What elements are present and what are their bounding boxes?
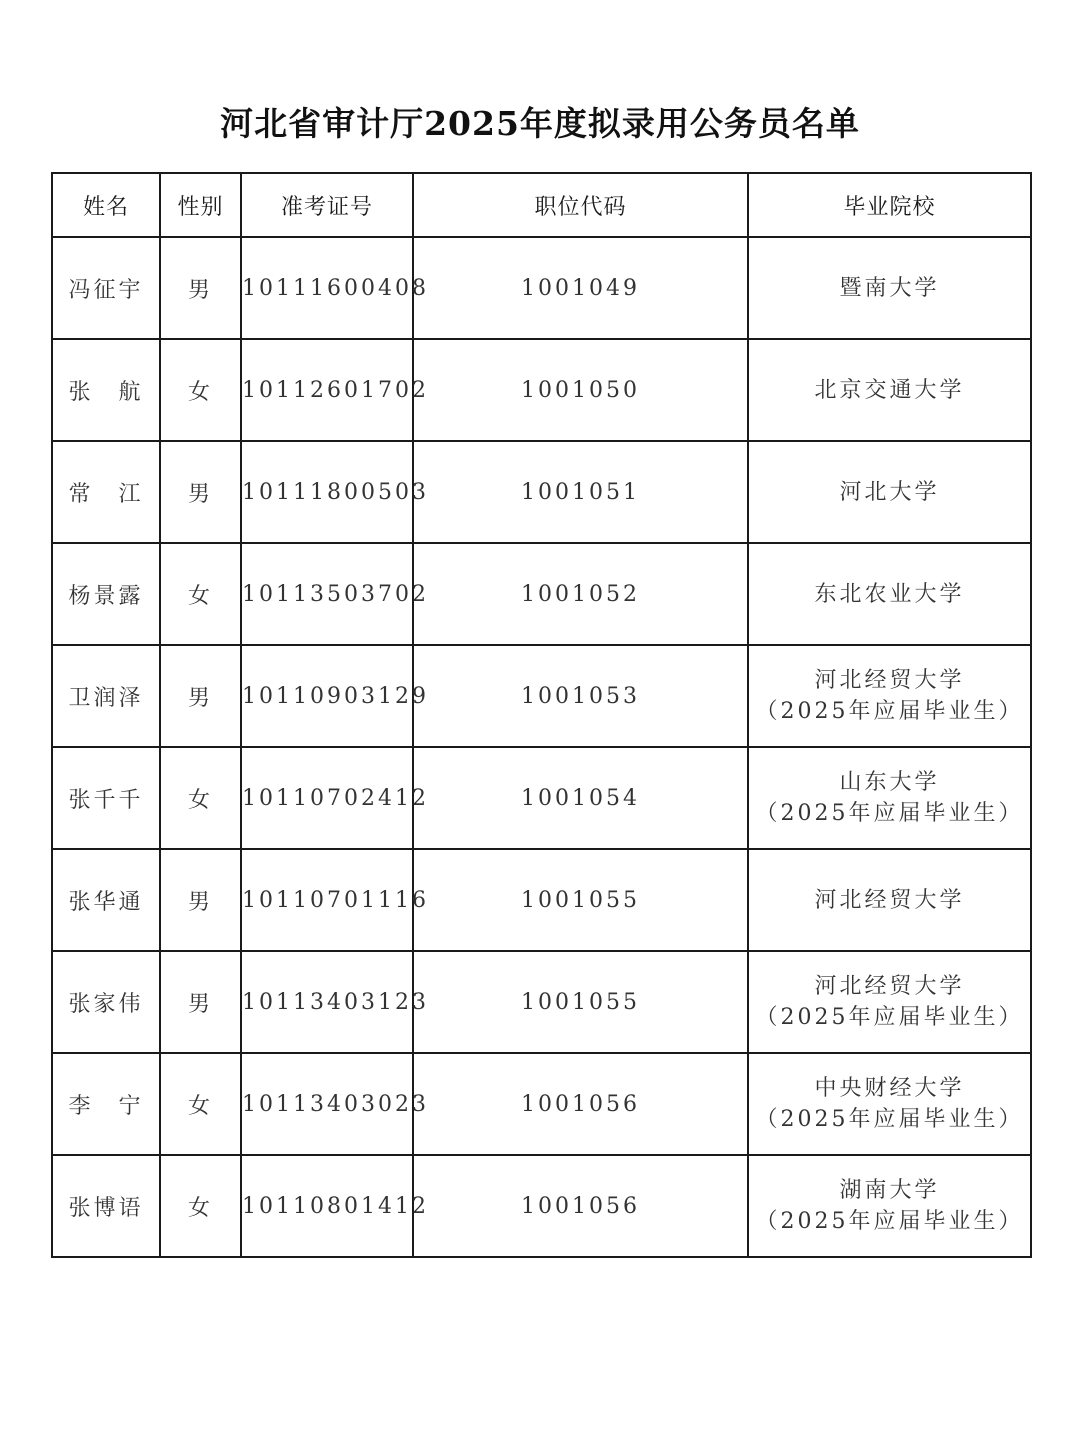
- cell-position-code: 1001055: [413, 849, 748, 951]
- school-name: 中央财经大学: [814, 1076, 965, 1101]
- header-gender: 性别: [160, 173, 241, 237]
- cell-position-code: 1001056: [413, 1155, 748, 1257]
- table-row: [52, 441, 1031, 543]
- cell-gender: 男: [160, 237, 241, 339]
- school-name: 东北农业大学: [814, 581, 965, 607]
- header-school: 毕业院校: [748, 173, 1031, 237]
- cell-school: [748, 951, 1031, 1053]
- cell-exam-id: 10110701116: [241, 849, 413, 951]
- cell-school: [748, 1053, 1031, 1155]
- school-name: 河北经贸大学: [814, 887, 965, 913]
- graduate-note: （2025年应届毕业生）: [755, 1005, 1024, 1030]
- header-name: 姓名: [52, 173, 160, 237]
- cell-position-code: 1001053: [413, 645, 748, 747]
- school-name: 山东大学: [839, 770, 940, 795]
- cell-gender: 男: [160, 645, 241, 747]
- graduate-note: （2025年应届毕业生）: [755, 1209, 1024, 1234]
- cell-exam-id: 10111600408: [241, 237, 413, 339]
- cell-exam-id: 10110801412: [241, 1155, 413, 1257]
- school-name: 河北经贸大学: [814, 668, 965, 693]
- cell-name: 常 江: [52, 441, 160, 543]
- cell-position-code: 1001050: [413, 339, 748, 441]
- cell-exam-id: 10113403123: [241, 951, 413, 1053]
- school-name: 湖南大学: [839, 1178, 940, 1203]
- table-row: [52, 237, 1031, 339]
- table-row: [52, 951, 1031, 1053]
- cell-name: 张博语: [52, 1155, 160, 1257]
- cell-gender: 女: [160, 1155, 241, 1257]
- cell-school: [748, 747, 1031, 849]
- school-name: 暨南大学: [839, 275, 940, 301]
- header-exam-id: 准考证号: [241, 173, 413, 237]
- cell-name: 张千千: [52, 747, 160, 849]
- cell-exam-id: 10110903129: [241, 645, 413, 747]
- cell-position-code: 1001054: [413, 747, 748, 849]
- cell-exam-id: 10113503702: [241, 543, 413, 645]
- cell-name: 冯征宇: [52, 237, 160, 339]
- table-header-row: [52, 173, 1031, 237]
- table-row: [52, 339, 1031, 441]
- table-row: [52, 849, 1031, 951]
- page-title: 河北省审计厅2025年度拟录用公务员名单: [220, 104, 860, 143]
- cell-gender: 男: [160, 849, 241, 951]
- cell-school: [748, 645, 1031, 747]
- cell-gender: 男: [160, 441, 241, 543]
- table-row: [52, 1155, 1031, 1257]
- cell-exam-id: 10113403023: [241, 1053, 413, 1155]
- cell-exam-id: 10110702412: [241, 747, 413, 849]
- cell-school: [748, 1155, 1031, 1257]
- cell-name: 杨景露: [52, 543, 160, 645]
- cell-name: 张华通: [52, 849, 160, 951]
- cell-name: 张 航: [52, 339, 160, 441]
- cell-exam-id: 10111800503: [241, 441, 413, 543]
- cell-position-code: 1001052: [413, 543, 748, 645]
- cell-school: [748, 339, 1031, 441]
- cell-name: 卫润泽: [52, 645, 160, 747]
- cell-name: 李 宁: [52, 1053, 160, 1155]
- cell-gender: 女: [160, 1053, 241, 1155]
- cell-gender: 女: [160, 543, 241, 645]
- school-name: 河北大学: [839, 479, 940, 505]
- cell-position-code: 1001049: [413, 237, 748, 339]
- table-row: [52, 543, 1031, 645]
- graduate-note: （2025年应届毕业生）: [755, 699, 1024, 724]
- table-row: [52, 747, 1031, 849]
- graduate-note: （2025年应届毕业生）: [755, 1107, 1024, 1132]
- cell-school: [748, 441, 1031, 543]
- cell-position-code: 1001056: [413, 1053, 748, 1155]
- cell-position-code: 1001051: [413, 441, 748, 543]
- cell-school: [748, 543, 1031, 645]
- header-position-code: 职位代码: [413, 173, 748, 237]
- admission-roster-table: [51, 172, 1032, 1258]
- school-name: 北京交通大学: [814, 377, 965, 403]
- cell-exam-id: 10112601702: [241, 339, 413, 441]
- school-name: 河北经贸大学: [814, 974, 965, 999]
- cell-name: 张家伟: [52, 951, 160, 1053]
- cell-position-code: 1001055: [413, 951, 748, 1053]
- table-row: [52, 645, 1031, 747]
- cell-gender: 女: [160, 747, 241, 849]
- cell-school: [748, 849, 1031, 951]
- cell-school: [748, 237, 1031, 339]
- table-row: [52, 1053, 1031, 1155]
- cell-gender: 女: [160, 339, 241, 441]
- cell-gender: 男: [160, 951, 241, 1053]
- graduate-note: （2025年应届毕业生）: [755, 801, 1024, 826]
